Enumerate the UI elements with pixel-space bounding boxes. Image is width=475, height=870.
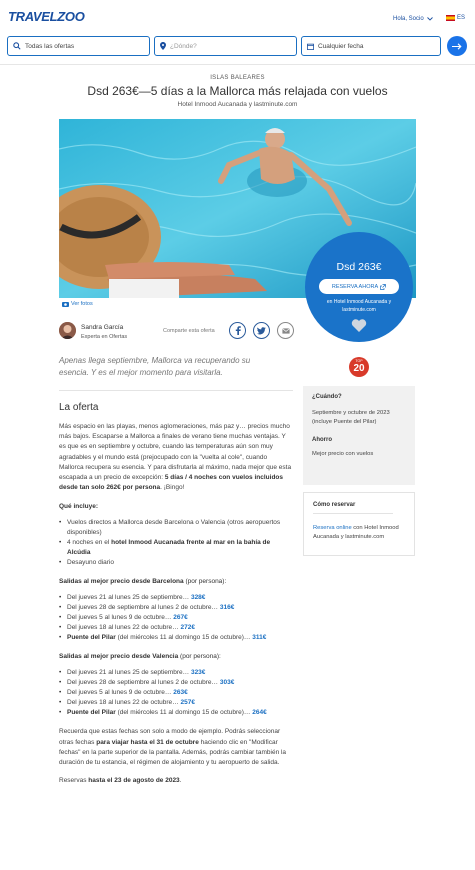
barcelona-title-suffix: (por persona):: [183, 578, 227, 586]
top-bar: [0, 0, 475, 32]
email-icon: [282, 328, 290, 334]
list-item: [59, 633, 293, 643]
language-selector[interactable]: [446, 15, 465, 21]
departure-label: Del jueves 18 al lunes 22 de octubre…: [67, 624, 179, 632]
departure-label: Del jueves 21 al lunes 25 de septiembre…: [67, 594, 190, 602]
spain-flag-icon: [446, 15, 455, 21]
departure-bold: Puente del Pilar: [67, 634, 116, 642]
departure-price[interactable]: 311€: [252, 634, 267, 642]
external-link-icon: [380, 284, 386, 290]
view-photos-label: Ver fotos: [71, 301, 93, 307]
book-now-button[interactable]: [319, 279, 399, 294]
departure-price[interactable]: 323€: [190, 669, 206, 677]
includes-title: Qué incluye:: [59, 503, 99, 511]
deal-price: Dsd 263€: [336, 261, 382, 273]
valencia-departures: [59, 668, 293, 718]
departure-label: Del jueves 5 al lunes 9 de octubre…: [67, 614, 172, 622]
view-photos-link[interactable]: [62, 301, 93, 307]
top20-badge-top: TOP: [355, 359, 363, 363]
camera-icon: [62, 301, 69, 307]
departure-price[interactable]: 263€: [173, 689, 188, 697]
list-item: [59, 518, 293, 538]
list-item: [59, 668, 293, 678]
departure-label: Del jueves 18 al lunes 22 de octubre…: [67, 699, 179, 707]
search-icon: [13, 42, 21, 50]
share-facebook-button[interactable]: [229, 322, 246, 339]
when-text: Septiembre y octubre de 2023 (incluye Puente del Pilar): [312, 410, 390, 425]
include-bold: hotel Inmood Aucanada frente al mar en la bahía de Alcúdia: [67, 539, 271, 557]
user-greeting: Hola, Socio: [393, 16, 424, 22]
departure-label: (del miércoles 11 al domingo 15 de octubre)…: [115, 634, 251, 642]
departure-label: Del jueves 5 al lunes 9 de octubre…: [67, 689, 172, 697]
offer-intro: [59, 422, 293, 493]
dates-note-b: para viajar hasta el 31 de octubre: [96, 738, 199, 746]
location-pin-icon: [160, 42, 166, 50]
departure-label: Del jueves 21 al lunes 25 de septiembre…: [67, 669, 190, 677]
price-panel: [305, 232, 413, 342]
reserve-b: hasta el 23 de agosto de 2023: [88, 777, 180, 785]
offers-search-label: Todas las ofertas: [25, 42, 75, 50]
share-email-button[interactable]: [277, 322, 294, 339]
offer-intro-bold: 5 días / 4 noches con vuelos incluidos desde tan solo 262€ por persona: [59, 474, 284, 492]
departure-price[interactable]: 264€: [252, 709, 267, 717]
reserve-c: .: [179, 777, 182, 785]
twitter-icon: [257, 327, 266, 335]
barcelona-title: [59, 577, 293, 587]
list-item: [59, 593, 293, 603]
content-divider: [59, 390, 293, 391]
deal-lead: Apenas llega septiembre, Mallorca va recuperando su esencia. Y es el mejor momento para visitarla.: [59, 356, 251, 377]
search-bar: [0, 36, 475, 60]
header-divider: [0, 64, 475, 65]
destination-field[interactable]: [154, 36, 297, 56]
include-text: Desayuno diario: [67, 559, 114, 567]
departure-label: Del jueves 28 de septiembre al lunes 2 de octubre…: [67, 604, 219, 612]
departure-price[interactable]: 267€: [173, 614, 188, 622]
deal-region: ISLAS BALEARES: [210, 75, 265, 81]
top20-badge-number: 20: [353, 363, 365, 374]
departure-price[interactable]: 257€: [180, 699, 195, 707]
offer-intro-text: Más espacio en las playas, menos aglomeraciones, más paz y… precios mucho más bajos. Escaparse a Mallorca a finales de verano tiene muchas ventajas. Y es que es en septiembre y octubre, cuando las temperaturas aún son muy agradables y el mundo está (prejocupado con la "vuelta al cole", cuando Mallorca recupera su esencia. Y para disfrutarla al máximo, nada mejor que esta escapada a un precio de excepción:: [59, 423, 292, 482]
search-submit-button[interactable]: [447, 36, 467, 56]
facebook-icon: [235, 326, 241, 335]
book-provider-note: en Hotel Inmood Aucanada y lastminute.com: [326, 299, 392, 313]
share-twitter-button[interactable]: [253, 322, 270, 339]
list-item: [59, 603, 293, 613]
offer-content: [59, 402, 293, 786]
book-now-label: RESERVA AHORA: [331, 283, 379, 290]
departure-price[interactable]: 272€: [180, 624, 195, 632]
how-to-book-divider: [313, 513, 393, 514]
share-label: Comparte esta oferta: [163, 328, 215, 334]
list-item: [59, 613, 293, 623]
how-to-book-detail: con Hotel Inmood Aucanada y lastminute.com: [313, 525, 399, 540]
reserve-deadline: [59, 776, 293, 786]
savings-title: Ahorro: [312, 437, 332, 443]
dates-note: [59, 727, 293, 768]
user-menu[interactable]: [393, 16, 433, 22]
dates-note-c: haciendo clic en "Modificar fechas" en la parte superior de la pantalla. Además, podrás cambiar también la duración de tu estancia, el régimen de alojamiento y tu aeropuerto de salida.: [59, 738, 287, 767]
travelzoo-logo[interactable]: TRAVELZOO: [8, 9, 85, 24]
arrow-right-icon: [452, 43, 462, 50]
list-item: [59, 678, 293, 688]
destination-placeholder: ¿Dónde?: [170, 42, 197, 50]
deal-subtitle: Hotel Inmood Aucanada y lastminute.com: [177, 101, 298, 108]
departure-price[interactable]: 328€: [190, 594, 206, 602]
list-item: [59, 698, 293, 708]
list-item: [59, 623, 293, 633]
departure-bold: Puente del Pilar: [67, 709, 116, 717]
list-item: [59, 558, 293, 568]
when-title: ¿Cuándo?: [312, 394, 342, 400]
barcelona-departures: [59, 593, 293, 643]
how-to-book-title: Cómo reservar: [313, 502, 356, 508]
offer-intro-end: . ¡Bingo!: [160, 484, 185, 492]
include-text: 4 noches en el: [67, 539, 112, 547]
reserve-a: Reservas: [59, 777, 89, 785]
list-item: [59, 708, 293, 718]
departure-label: Del jueves 28 de septiembre al lunes 2 de octubre…: [67, 679, 219, 687]
valencia-title-suffix: (por persona):: [178, 653, 221, 661]
departure-label: (del miércoles 11 al domingo 15 de octubre)…: [115, 709, 251, 717]
favorite-heart-icon[interactable]: [351, 319, 367, 333]
author-role: Experta en Ofertas: [81, 334, 128, 340]
offers-search-field[interactable]: [7, 36, 150, 56]
savings-text: Mejor precio con vuelos: [312, 451, 374, 457]
deal-title: Dsd 263€—5 días a la Mallorca más relajada con vuelos: [87, 84, 388, 98]
valencia-title: [59, 652, 293, 662]
how-to-book-text: [313, 524, 405, 542]
top20-badge: [349, 357, 369, 377]
calendar-icon: [307, 43, 314, 50]
departure-price[interactable]: 303€: [219, 679, 235, 687]
offer-heading: La oferta: [59, 402, 99, 413]
author-name: Sandra García: [81, 324, 124, 331]
how-to-book-panel: [303, 492, 415, 556]
author-avatar: [59, 322, 76, 339]
valencia-title-bold: Salidas al mejor precio desde Valencia: [59, 653, 179, 661]
list-item: [59, 538, 293, 558]
language-code: ES: [457, 15, 466, 21]
dates-note-a: Recuerda que estas fechas son solo a modo de ejemplo. Podrás seleccionar otras fechas: [59, 728, 281, 746]
include-text: Vuelos directos a Mallorca desde Barcelona o Valencia (otros aeropuertos disponibles): [67, 519, 281, 537]
when-panel: [303, 386, 415, 485]
departure-price[interactable]: 316€: [219, 604, 235, 612]
date-label: Cualquier fecha: [318, 42, 364, 50]
barcelona-title-bold: Salidas al mejor precio desde Barcelona: [59, 578, 184, 586]
date-field[interactable]: [301, 36, 441, 56]
includes-list: [59, 518, 293, 568]
reserve-online-link[interactable]: Reserva online: [313, 525, 352, 531]
list-item: [59, 688, 293, 698]
chevron-down-icon: [427, 17, 433, 21]
